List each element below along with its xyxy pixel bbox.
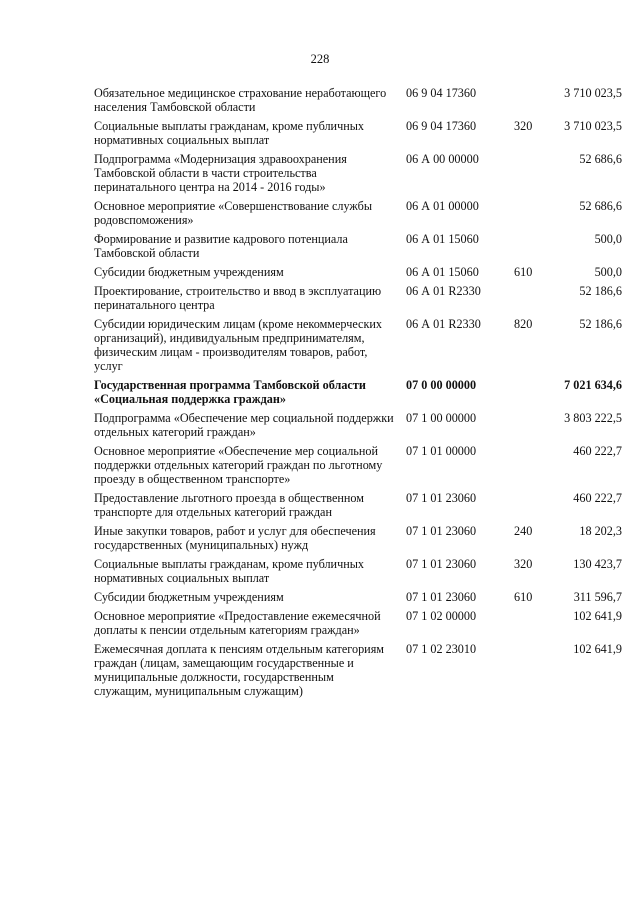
table-row	[94, 265, 622, 284]
row-amount: 500,0	[594, 232, 622, 246]
row-expense-type	[514, 199, 546, 232]
table-row	[94, 378, 622, 411]
row-amount: 460 222,7	[573, 444, 622, 458]
row-name: Субсидии бюджетным учреждениям	[94, 590, 284, 604]
row-expense-type: 610	[514, 590, 533, 604]
table-row	[94, 232, 622, 265]
row-expense-type	[514, 411, 546, 444]
row-code: 07 1 02 23010	[406, 642, 477, 656]
row-code: 07 1 01 23060	[406, 557, 477, 571]
row-code: 06 А 00 00000	[406, 152, 479, 166]
row-expense-type	[514, 378, 546, 411]
row-code: 07 1 01 23060	[406, 524, 477, 538]
row-expense-type	[514, 232, 546, 265]
row-code: 07 1 01 23060	[406, 590, 477, 604]
row-name: Субсидии юридическим лицам (кроме некоммерческих организаций), индивидуальным предпринимателям, физическим лицам - производителям товаров, работ, услуг	[94, 317, 382, 373]
row-code: 06 А 01 R2330	[406, 317, 481, 331]
table-row	[94, 86, 622, 119]
row-name: Государственная программа Тамбовской области «Социальная поддержка граждан»	[94, 378, 366, 406]
table-row	[94, 590, 622, 609]
row-amount: 52 186,6	[579, 317, 622, 331]
row-code: 07 1 02 00000	[406, 609, 477, 623]
row-expense-type: 320	[514, 119, 533, 133]
row-expense-type: 240	[514, 524, 533, 538]
row-expense-type	[514, 491, 546, 524]
table-body	[94, 86, 622, 703]
row-name: Основное мероприятие «Совершенствование службы родовспоможения»	[94, 199, 373, 227]
row-amount: 3 710 023,5	[564, 86, 622, 100]
row-code: 06 9 04 17360	[406, 119, 477, 133]
row-amount: 102 641,9	[573, 609, 622, 623]
table-row	[94, 119, 622, 152]
row-name: Основное мероприятие «Обеспечение мер социальной поддержки отдельных категорий граждан по льготному проезду в общественном транспорте»	[94, 444, 383, 486]
row-amount: 52 686,6	[579, 152, 622, 166]
row-expense-type	[514, 86, 546, 119]
row-name: Субсидии бюджетным учреждениям	[94, 265, 284, 279]
table-row	[94, 557, 622, 590]
table-row	[94, 317, 622, 378]
row-code: 06 А 01 15060	[406, 232, 479, 246]
table-row	[94, 411, 622, 444]
row-name: Формирование и развитие кадрового потенциала Тамбовской области	[94, 232, 348, 260]
row-amount: 52 686,6	[579, 199, 622, 213]
table-row	[94, 199, 622, 232]
row-name: Социальные выплаты гражданам, кроме публичных нормативных социальных выплат	[94, 119, 364, 147]
row-code: 07 1 01 23060	[406, 491, 477, 505]
row-name: Ежемесячная доплата к пенсиям отдельным категориям граждан (лицам, замещающим государственные и муниципальные должности, государственным служащим, муниципальным служащим)	[94, 642, 385, 698]
row-expense-type: 820	[514, 317, 533, 331]
row-code: 06 9 04 17360	[406, 86, 477, 100]
row-name: Обязательное медицинское страхование неработающего населения Тамбовской области	[94, 86, 387, 114]
row-amount: 102 641,9	[573, 642, 622, 656]
row-amount: 3 710 023,5	[564, 119, 622, 133]
row-amount: 3 803 222,5	[564, 411, 622, 425]
row-amount: 311 596,7	[573, 590, 622, 604]
row-name: Иные закупки товаров, работ и услуг для обеспечения государственных (муниципальных) нужд	[94, 524, 376, 552]
row-name: Проектирование, строительство и ввод в эксплуатацию перинатального центра	[94, 284, 382, 312]
table-row	[94, 524, 622, 557]
row-amount: 460 222,7	[573, 491, 622, 505]
row-name: Подпрограмма «Модернизация здравоохранения Тамбовской области в части строительства перинатального центра на 2014 - 2016 годы»	[94, 152, 347, 194]
row-name: Основное мероприятие «Предоставление ежемесячной доплаты к пенсии отдельным категориям граждан»	[94, 609, 381, 637]
table-row	[94, 284, 622, 317]
row-expense-type	[514, 284, 546, 317]
budget-table	[94, 86, 622, 703]
row-name: Подпрограмма «Обеспечение мер социальной поддержки отдельных категорий граждан»	[94, 411, 394, 439]
table-row	[94, 642, 622, 703]
row-expense-type	[514, 444, 546, 491]
row-code: 06 А 01 R2330	[406, 284, 481, 298]
row-expense-type: 320	[514, 557, 533, 571]
row-expense-type	[514, 152, 546, 199]
row-amount: 18 202,3	[579, 524, 622, 538]
row-code: 06 А 01 15060	[406, 265, 479, 279]
table-row	[94, 152, 622, 199]
row-amount: 52 186,6	[579, 284, 622, 298]
row-name: Предоставление льготного проезда в общественном транспорте для отдельных категорий граждан	[94, 491, 364, 519]
row-code: 07 1 01 00000	[406, 444, 477, 458]
row-expense-type	[514, 609, 546, 642]
row-code: 07 0 00 00000	[406, 378, 477, 392]
row-amount: 7 021 634,6	[564, 378, 622, 392]
row-code: 06 А 01 00000	[406, 199, 479, 213]
table-row	[94, 609, 622, 642]
row-amount: 130 423,7	[573, 557, 622, 571]
table-row	[94, 444, 622, 491]
row-amount: 500,0	[594, 265, 622, 279]
row-expense-type	[514, 642, 546, 703]
row-code: 07 1 00 00000	[406, 411, 477, 425]
row-expense-type: 610	[514, 265, 533, 279]
row-name: Социальные выплаты гражданам, кроме публичных нормативных социальных выплат	[94, 557, 364, 585]
page-number: 228	[310, 52, 330, 66]
table-row	[94, 491, 622, 524]
